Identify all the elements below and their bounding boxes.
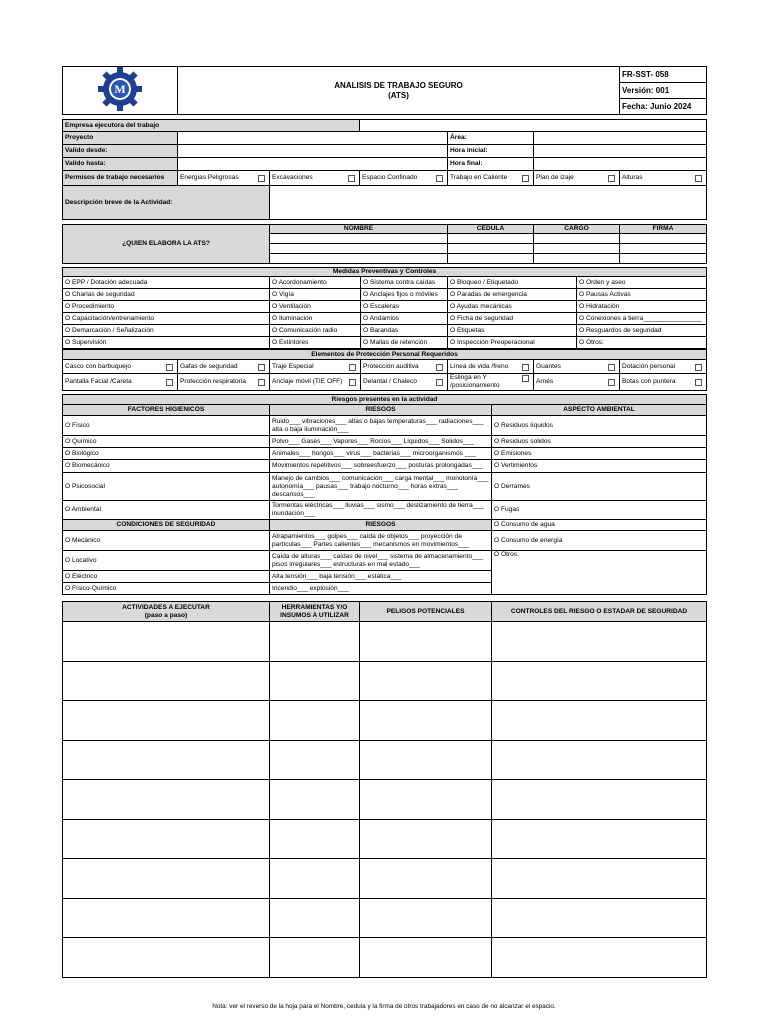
epp-title: Elementos de Protección Personal Requeridos [63,350,707,360]
actividad-input[interactable] [63,780,270,820]
epp-label: Protección auditiva [363,362,419,370]
herramienta-input[interactable] [270,740,360,780]
herramienta-input[interactable] [270,622,360,662]
permiso-item[interactable] [620,171,707,186]
epp-item[interactable] [620,374,707,391]
factores-header: FACTORES HIGIENICOS [63,405,270,416]
hora-final-input[interactable] [534,158,707,171]
valido-hasta-label: Valido hasta: [63,158,178,171]
ambiental-option[interactable]: O Consumo de energía [492,531,707,551]
riesgo-row [63,448,707,460]
factor-option[interactable]: O Biológico [63,448,270,460]
actividad-row [63,938,707,978]
peligro-input[interactable] [360,780,492,820]
medida-option[interactable]: O Paradas de emergencia [448,289,577,301]
svg-text:M: M [114,82,126,96]
epp-item[interactable] [178,360,270,374]
epp-item[interactable] [361,374,448,391]
ambiental-option[interactable]: O Derrames [492,473,707,501]
medidas-table [62,267,707,349]
herramienta-input[interactable] [270,661,360,701]
herramienta-input[interactable] [270,859,360,899]
checkbox[interactable] [258,175,265,182]
riesgo-detail[interactable]: Polvo___ Gases___ Vapores___ Rocíos___ Líquidos___ Solidos___ [270,436,492,448]
herramienta-input[interactable] [270,780,360,820]
valido-desde-label: Valido desde: [63,145,178,158]
higienicos-body [63,416,707,520]
riesgo-row [63,460,707,473]
medidas-row [63,313,707,325]
riesgos-header: RIESGOS [270,405,492,416]
peligro-input[interactable] [360,898,492,938]
medida-option[interactable]: O Supervisión [63,337,270,349]
actividad-row [63,859,707,899]
checkbox[interactable] [608,175,615,182]
condicion-option[interactable]: O Locativo [63,551,270,571]
ambiental-option[interactable]: O Residuos líquidos [492,416,707,436]
medidas-row [63,277,707,289]
ambiental-option[interactable]: O Fugas [492,501,707,520]
herramientas-header-line1: HERRAMIENTAS Y/O [281,603,348,611]
ambiental-option[interactable]: O Emisiones [492,448,707,460]
form-title-text: ANALISIS DE TRABAJO SEGURO [334,80,463,90]
ats-form [62,66,706,978]
medida-option[interactable]: O Ayudas mecánicas [448,301,577,313]
medida-option[interactable]: O EPP / Dotación adecuada [63,277,270,289]
empresa-input[interactable] [360,120,707,132]
condicion-option[interactable]: O Mecánico [63,531,270,551]
medida-option[interactable]: O Comunicación radio [270,325,361,337]
medida-option[interactable]: O Pausas Activas [577,289,707,301]
medida-option[interactable]: O Ficha de seguridad [448,313,577,325]
medidas-body [63,277,707,349]
herramientas-header [270,602,360,622]
permiso-label: Energias Peligrosas [180,174,239,181]
checkbox[interactable] [608,364,615,371]
nombre-input[interactable] [270,254,448,264]
epp-item[interactable] [534,374,620,391]
ambiental-option[interactable]: O Otros: [492,551,707,595]
hora-final-label: Hora final: [448,158,534,171]
firma-input[interactable] [620,234,707,244]
epp-label: Gafas de seguridad [180,362,238,370]
medidas-row [63,289,707,301]
riesgo-detail[interactable]: Alta tensión___ baja tensión___ estática___ [270,571,492,583]
epp-label: Guantes [536,362,561,370]
actividad-row [63,740,707,780]
checkbox[interactable] [349,364,356,371]
medida-option[interactable]: O Otros: [577,337,707,349]
medida-option[interactable]: O Demarcación / Señalización [63,325,270,337]
consumo-agua[interactable]: O Consumo de agua [492,520,707,531]
condiciones-body [63,531,707,595]
medida-option[interactable]: O Barandas [361,325,448,337]
checkbox[interactable] [436,175,443,182]
medida-option[interactable]: O Andamios [361,313,448,325]
peligro-input[interactable] [360,740,492,780]
factor-option[interactable]: O Químico [63,436,270,448]
riesgo-detail[interactable]: Atrapamientos___ golpes___ caída de objetos___ proyección de partículas___ Partes calientes___ mecanismos en movimientos___ [270,531,492,551]
control-input[interactable] [492,780,707,820]
medida-option[interactable]: O Bloqueo / Etiquetado [448,277,577,289]
actividad-input[interactable] [63,740,270,780]
medidas-row [63,325,707,337]
riesgo-row [63,473,707,501]
header-table [62,66,707,115]
peligros-header: PELIGOS POTENCIALES [360,602,492,622]
riesgo-detail[interactable]: Tormentas eléctricas___ lluvias___ sismo___ deslizamiento de tierra___ inundación___ [270,501,492,520]
control-input[interactable] [492,819,707,859]
permisos-label: Permisos de trabajo necesarios [63,171,178,186]
descripcion-input[interactable] [270,186,707,220]
permiso-item[interactable] [178,171,270,186]
ambiental-option[interactable]: O Vertimientos [492,460,707,473]
permiso-item[interactable] [270,171,360,186]
actividades-header-line1: ACTIVIDADES A EJECUTAR [122,603,210,611]
riesgo-detail[interactable]: Animales___ hongos___ virus___ bacterias___ microorganismos ___ [270,448,492,460]
condicion-row [63,531,707,551]
nombre-input[interactable] [270,234,448,244]
ambiental-option[interactable]: O Residuos solidos [492,436,707,448]
actividad-row [63,701,707,741]
riesgos-title: Riesgos presentes en la actividad [63,395,707,405]
firma-input[interactable] [620,244,707,254]
col-firma: FIRMA [620,225,707,234]
medidas-row [63,301,707,313]
permiso-item[interactable] [360,171,448,186]
epp-item[interactable] [361,360,448,374]
col-cedula: CEDULA [448,225,534,234]
area-label: Área: [448,132,534,145]
control-input[interactable] [492,898,707,938]
checkbox[interactable] [522,375,529,382]
medida-option[interactable]: O Vigía [270,289,361,301]
riesgo-detail[interactable]: Movimientos repetitivos___ sobreesfuerzo___ posturas prolongadas___ [270,460,492,473]
epp-body [63,360,707,391]
herramienta-input[interactable] [270,701,360,741]
valido-desde-input[interactable] [178,145,448,158]
riesgo-row [63,501,707,520]
actividad-row [63,819,707,859]
peligro-input[interactable] [360,701,492,741]
actividad-row [63,898,707,938]
checkbox[interactable] [695,379,702,386]
proyecto-label: Proyecto [63,132,178,145]
epp-label: Arnés [536,378,554,385]
peligro-input[interactable] [360,859,492,899]
checkbox[interactable] [348,175,355,182]
hora-inicial-input[interactable] [534,145,707,158]
form-code: FR-SST- 058 [620,67,707,83]
permiso-label: Trabajo en Caliente [450,174,508,181]
medida-option[interactable]: O Procedimiento [63,301,270,313]
ambiental-header: ASPECTO AMBIENTAL [492,405,707,416]
medida-option[interactable]: O Charlas de seguridad [63,289,270,301]
form-title [178,67,620,115]
medidas-title: Medidas Preventivas y Controles [63,268,707,277]
herramienta-input[interactable] [270,819,360,859]
actividad-input[interactable] [63,819,270,859]
proyecto-input[interactable] [178,132,448,145]
form-version: Versión: 001 [620,83,707,99]
checkbox[interactable] [166,364,173,371]
col-nombre: NOMBRE [270,225,448,234]
descripcion-label: Descripción breve de la Actividad: [63,186,270,220]
actividad-input[interactable] [63,859,270,899]
herramientas-header-line2: INSUMOS A UTILIZAR [280,611,349,619]
elabora-label: ¿QUIEN ELABORA LA ATS? [63,225,270,264]
empresa-label: Empresa ejecutora del trabajo [63,120,360,132]
actividades-table [62,601,707,978]
valido-hasta-input[interactable] [178,158,448,171]
area-input[interactable] [534,132,707,145]
checkbox[interactable] [695,175,702,182]
cargo-input[interactable] [534,244,620,254]
firma-input[interactable] [620,254,707,264]
cargo-input[interactable] [534,254,620,264]
condiciones-header: CONDICIONES DE SEGURIDAD [63,520,270,531]
epp-label: Traje Especial [272,362,314,370]
riesgo-detail[interactable]: Manejo de cambios___ comunicación___ carga mental___ monotonía___ autonomía___ pausas___ trabajo nocturno___ horas extras___ descansos___ [270,473,492,501]
epp-item[interactable] [63,374,178,391]
permiso-label: Espacio Confinado [362,174,418,181]
actividad-row [63,780,707,820]
herramienta-input[interactable] [270,938,360,978]
control-input[interactable] [492,622,707,662]
nombre-input[interactable] [270,244,448,254]
checkbox[interactable] [166,379,173,386]
epp-item[interactable] [178,374,270,391]
checkbox[interactable] [349,379,356,386]
actividad-input[interactable] [63,622,270,662]
actividades-body [63,622,707,978]
epp-item[interactable] [448,374,534,391]
condicion-option[interactable]: O Físico-Químico [63,583,270,595]
epp-label: Botas con puntera [622,378,676,385]
peligro-input[interactable] [360,661,492,701]
medida-option[interactable]: O Mallas de retención [361,337,448,349]
medida-option[interactable]: O Extintores [270,337,361,349]
medida-option[interactable]: O Iluminación [270,313,361,325]
company-gear-logo-icon [92,67,148,111]
logo-cell [63,67,178,115]
form-date: Fecha: Junio 2024 [620,99,707,115]
medidas-row [63,337,707,349]
cedula-input[interactable] [448,244,534,254]
riesgo-detail[interactable]: Incendio___ explosión___ [270,583,492,595]
checkbox[interactable] [436,379,443,386]
medida-option[interactable]: O Capacitación/entrenamiento [63,313,270,325]
factor-option[interactable]: O Biomecánico [63,460,270,473]
medida-option[interactable]: O Hidratación [577,301,707,313]
riesgo-row [63,436,707,448]
actividad-input[interactable] [63,661,270,701]
control-input[interactable] [492,701,707,741]
checkbox[interactable] [258,379,265,386]
epp-label: Casco con barbuquejo [65,362,131,370]
epp-item[interactable] [448,360,534,374]
control-input[interactable] [492,938,707,978]
control-input[interactable] [492,859,707,899]
actividad-row [63,661,707,701]
epp-label: Pantalla Facial /Careta [65,378,132,385]
hora-inicial-label: Hora inicial: [448,145,534,158]
actividad-input[interactable] [63,898,270,938]
riesgo-detail[interactable]: Ruido___ vibraciones___ altas o bajas temperaturas___ radiaciones___ alta o baja iluminación___ [270,416,492,436]
epp-item[interactable] [620,360,707,374]
general-fields [62,119,707,220]
medida-option[interactable]: O Inspección Preoperacional [448,337,577,349]
epp-label: Delantal / Chaleco [363,378,417,385]
factor-option[interactable]: O Psicosocial [63,473,270,501]
epp-label: Línea de vida /freno [450,362,509,370]
peligro-input[interactable] [360,819,492,859]
factor-option[interactable]: O Ambiental [63,501,270,520]
cedula-input[interactable] [448,234,534,244]
medida-option[interactable]: O Anclajes fijos o móviles [361,289,448,301]
permiso-label: Plan de izaje [536,174,574,181]
control-input[interactable] [492,740,707,780]
medida-option[interactable]: O Conexiones a tierra________________ [577,313,707,325]
herramienta-input[interactable] [270,898,360,938]
actividades-header [63,602,270,622]
permiso-label: Excavaciones [272,174,313,181]
peligro-input[interactable] [360,938,492,978]
permiso-item[interactable] [534,171,620,186]
checkbox[interactable] [608,379,615,386]
riesgo-row [63,416,707,436]
medida-option[interactable]: O Orden y aseo [577,277,707,289]
epp-row [63,374,707,391]
epp-item[interactable] [270,360,361,374]
control-input[interactable] [492,661,707,701]
medida-option[interactable]: O Escaleras [361,301,448,313]
riesgos-header-2: RIESGOS [270,520,492,531]
epp-item[interactable] [63,360,178,374]
checkbox[interactable] [436,364,443,371]
actividad-input[interactable] [63,938,270,978]
footer-note: Nota: ver el reverso de la hoja para el Nombre, cedula y la firma de otros trabajadores en caso de no alcanzar el espacio. [212,1003,556,1010]
riesgo-detail[interactable]: Caída de alturas___ caídas de nivel___ sistema de almacenamiento___ pisos irregulares___ estructuras en mal estado___ [270,551,492,571]
actividad-row [63,622,707,662]
medida-option[interactable]: O Sistema contra caídas [361,277,448,289]
epp-label: Anclaje móvil (TIE OFF) [272,378,343,385]
form-subtitle: (ATS) [388,90,409,100]
epp-item[interactable] [534,360,620,374]
riesgos-table [62,394,707,595]
permiso-label: Alturas [622,174,643,181]
factor-option[interactable]: O Físico [63,416,270,436]
epp-item[interactable] [270,374,361,391]
condicion-option[interactable]: O Eléctrico [63,571,270,583]
peligro-input[interactable] [360,622,492,662]
elabora-table [62,224,707,264]
checkbox[interactable] [522,175,529,182]
medida-option[interactable]: O Resguardos de seguridad [577,325,707,337]
cedula-input[interactable] [448,254,534,264]
actividades-header-line2: (paso a paso) [144,611,188,619]
controles-header: CONTROLES DEL RIESGO O ESTADAR DE SEGURIDAD [492,602,707,622]
checkbox[interactable] [522,364,529,371]
actividad-input[interactable] [63,701,270,741]
epp-table [62,349,707,391]
checkbox[interactable] [258,364,265,371]
condicion-row [63,551,707,571]
epp-row [63,360,707,374]
epp-label: Protección respiratoria [180,378,246,385]
medida-option[interactable]: O Ventilación [270,301,361,313]
epp-label: Eslinga en Y /posicionamiento [450,374,500,389]
cargo-input[interactable] [534,234,620,244]
medida-option[interactable]: O Acordonamiento [270,277,361,289]
col-cargo: CARGO [534,225,620,234]
permiso-item[interactable] [448,171,534,186]
epp-label: Dotación personal [622,362,676,370]
checkbox[interactable] [695,364,702,371]
medida-option[interactable]: O Etiquetas [448,325,577,337]
